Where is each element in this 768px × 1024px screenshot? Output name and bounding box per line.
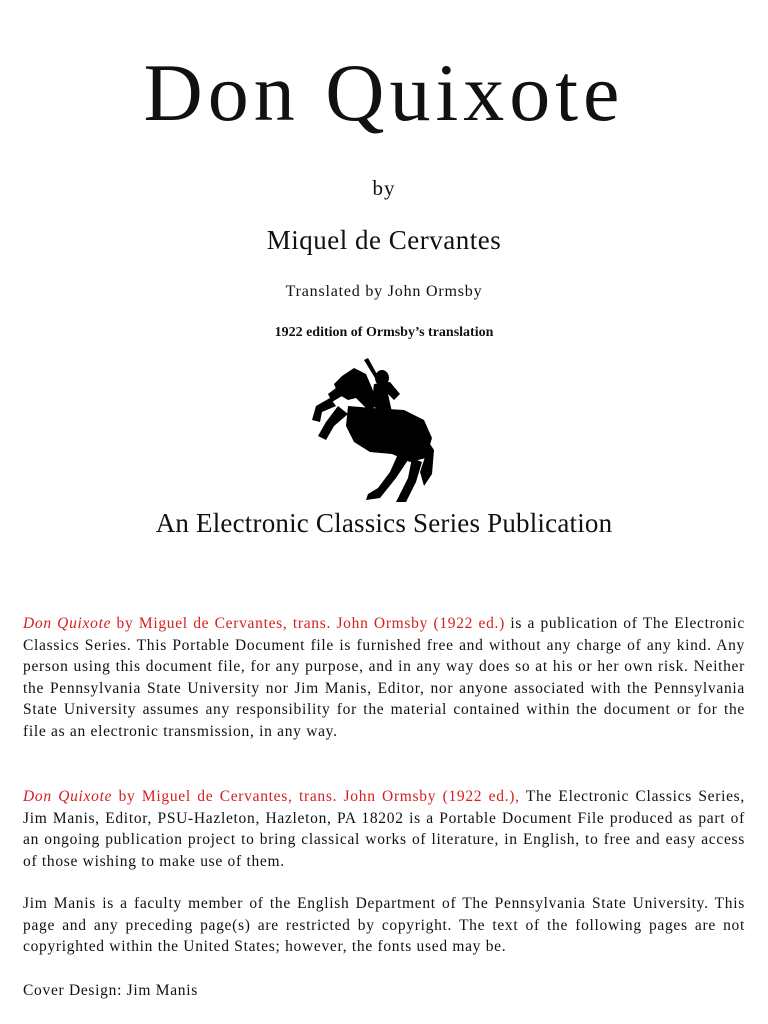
book-title-link[interactable]: Don Quixote — [23, 615, 112, 632]
translator-line: Translated by John Ormsby — [285, 283, 483, 300]
horse-and-rider-silhouette-icon — [308, 354, 440, 504]
by-line: by — [372, 176, 396, 200]
edition-note: 1922 edition of Ormsby’s translation — [274, 325, 494, 340]
book-credit-link[interactable]: by Miguel de Cervantes, trans. John Ormsby (1922 ed.), — [112, 788, 520, 805]
notice-text: is a publication of The Electronic Classics Series. This Portable Document file is furnished free and without any charge of any kind. Any person using this document file, for any purpose, and in any way does so at his or her own risk. Neither the Pennsylvania State University nor Jim Manis, Editor, nor anyone associated with the Pennsylvania State University assumes any responsibility for the material contained within the document or for the file as an electronic transmission, in any way. — [23, 615, 745, 740]
publication-notice-paragraph — [23, 613, 745, 743]
series-heading: An Electronic Classics Series Publication — [155, 508, 613, 538]
notice-text: The Electronic Classics Series, Jim Manis, Editor, PSU-Hazleton, Hazleton, PA 18202 is a Portable Document File produced as part of an ongoing publication project to bring classical works of literature, in English, to free and easy access of those wishing to make use of them. — [23, 788, 745, 870]
book-title-link[interactable]: Don Quixote — [23, 788, 113, 805]
book-credit-link[interactable]: by Miguel de Cervantes, trans. John Ormsby (1922 ed.) — [111, 615, 505, 632]
author-name: Miquel de Cervantes — [266, 225, 502, 255]
copyright-paragraph: Jim Manis is a faculty member of the English Department of The Pennsylvania State University. This page and any preceding page(s) are restricted by copyright. The text of the following pages are not copyrighted within the United States; however, the fonts used may be. — [23, 895, 745, 956]
series-notice-paragraph — [23, 786, 745, 872]
book-title: Don Quixote — [143, 47, 625, 138]
cover-design-credit: Cover Design: Jim Manis — [23, 982, 198, 999]
